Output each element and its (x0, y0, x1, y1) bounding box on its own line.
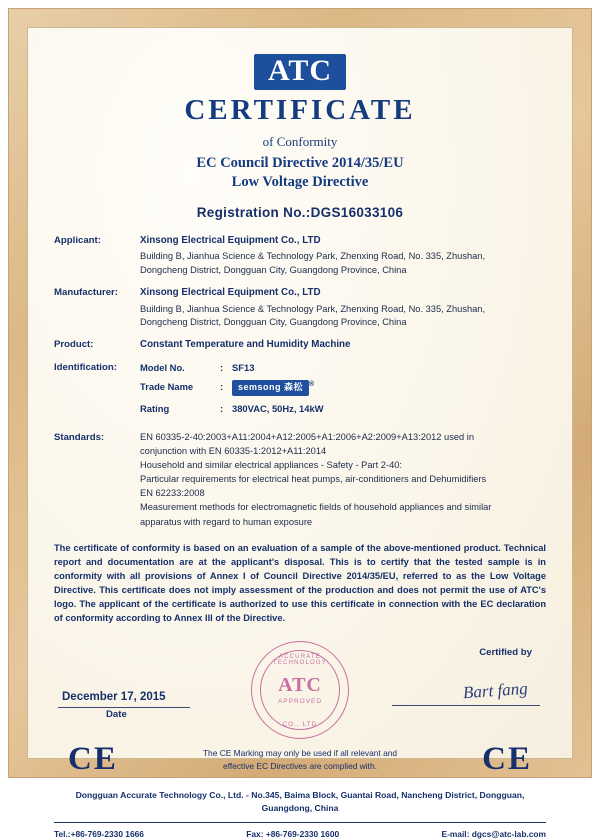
footer-company-line2: Guangdong, China (261, 802, 339, 813)
registration-number: Registration No.:DGS16033106 (196, 204, 404, 220)
applicant-label: Applicant: (54, 234, 101, 246)
standards-line: Measurement methods for electromagnetic fields of household appliances and similar (140, 502, 492, 513)
stamp-arc-top: ACCURATE TECHNOLOGY (272, 654, 327, 667)
signature-text: Bart fang (462, 679, 529, 703)
product-value: Constant Temperature and Humidity Machine (140, 339, 351, 351)
table-row (140, 380, 546, 402)
ce-note-line1: The CE Marking may only be used if all relevant and (202, 748, 398, 759)
standards-line: Household and similar electrical appliances - Safety - Part 2-40: (140, 459, 402, 470)
ce-note-line2: effective EC Directives are complied with. (223, 760, 377, 771)
standards-row (54, 431, 546, 530)
brand-logo-cn: 森松 (284, 382, 304, 393)
certified-by-label: Certified by (479, 647, 532, 659)
stamp-arc-bottom: CO., LTD (282, 722, 318, 729)
rating-value: 380VAC, 50Hz, 14kW (232, 403, 324, 415)
approval-stamp-icon (251, 641, 349, 739)
directive-subtitle: Low Voltage Directive (231, 173, 369, 190)
applicant-body (140, 234, 546, 277)
certificate-document (28, 28, 572, 839)
trade-name-colon: : (220, 381, 224, 393)
product-label: Product: (54, 339, 94, 351)
ce-usage-note (54, 747, 546, 771)
standards-line: apparatus with regard to human exposure (140, 516, 313, 527)
date-label: Date (106, 709, 127, 721)
details-section (54, 234, 546, 530)
ce-mark-left-icon: CE (68, 741, 118, 778)
stamp-center-text: ATC (278, 674, 322, 697)
manufacturer-row (54, 286, 546, 329)
model-value: SF13 (232, 361, 255, 373)
identification-table (140, 361, 546, 422)
product-row (54, 338, 546, 352)
atc-logo: ATC (254, 54, 346, 90)
stamp-approved-text: APPROVED (277, 698, 323, 706)
standards-line: EN 62233:2008 (140, 488, 205, 499)
wooden-frame (8, 8, 592, 839)
applicant-address-line1: Building B, Jianhua Science & Technology Park, Zhenxing Road, No. 335, Zhushan, (140, 251, 486, 262)
identification-label: Identification: (54, 361, 117, 373)
applicant-address-line2: Dongcheng District, Dongguan City, Guangdong Province, China (140, 264, 407, 275)
table-row (140, 402, 546, 421)
rating-colon: : (220, 403, 224, 415)
trade-name-value (232, 380, 546, 402)
brand-logo-latin: semsong (238, 382, 282, 393)
model-colon: : (220, 361, 224, 373)
signature-line (392, 705, 540, 706)
footer-fax: Fax: +86-769-2330 1600 (246, 829, 340, 839)
identification-body (140, 361, 546, 422)
product-body (140, 338, 546, 352)
certificate-mat (27, 27, 573, 839)
ce-mark-row (54, 741, 546, 787)
atc-logo-container (54, 54, 546, 90)
standards-label: Standards: (54, 431, 105, 443)
signature-area (54, 647, 546, 739)
footer-contacts (54, 822, 546, 839)
ce-mark-right-icon: CE (482, 741, 532, 778)
certificate-subtitle: of Conformity (262, 133, 338, 149)
footer-company (54, 789, 546, 814)
manufacturer-address-line2: Dongcheng District, Dongguan City, Guangdong Province, China (140, 316, 407, 327)
identification-row (54, 361, 546, 422)
applicant-row (54, 234, 546, 277)
certificate-title: CERTIFICATE (184, 93, 416, 126)
standards-line: Particular requirements for electrical heat pumps, air-conditioners and Dehumidifiers (140, 474, 487, 485)
footer-company-line1: Dongguan Accurate Technology Co., Ltd. - No.345, Baima Block, Guantai Road, Nancheng District, Dongguan, (75, 790, 525, 801)
date-line (58, 707, 190, 708)
applicant-name: Xinsong Electrical Equipment Co., LTD (140, 234, 321, 246)
table-row (140, 361, 546, 380)
manufacturer-label: Manufacturer: (54, 286, 118, 298)
registered-trademark-icon: ® (309, 381, 315, 389)
manufacturer-body (140, 286, 546, 329)
conformity-statement: The certificate of conformity is based on an evaluation of a sample of the above-mentioned product. Technical report and documentation are at the applicant's disposal. This is to certify that the tested sample is in conformity with all provisions of Annex I of Council Directive 2014/35/EU, referred to as the Low Voltage Directive. This certificate does not imply assessment of the production and does not permit the use of ATC's logo. The applicant of the certificate is authorized to use this certificate in connection with the EC declaration of conformity according to Annex III of the Directive. (54, 542, 546, 623)
standards-body (140, 431, 546, 530)
directive-title: EC Council Directive 2014/35/EU (196, 154, 404, 171)
standards-line: EN 60335-2-40:2003+A11:2004+A12:2005+A1:2006+A2:2009+A13:2012 used in (140, 431, 475, 442)
footer-email[interactable]: E-mail: dgcs@atc-lab.com (441, 829, 546, 839)
manufacturer-name: Xinsong Electrical Equipment Co., LTD (140, 286, 321, 298)
footer-tel: Tel.:+86-769-2330 1666 (54, 829, 144, 839)
rating-key: Rating (140, 403, 170, 415)
trade-name-key: Trade Name (140, 381, 194, 393)
brand-logo (232, 380, 309, 396)
manufacturer-address-line1: Building B, Jianhua Science & Technology Park, Zhenxing Road, No. 335, Zhushan, (140, 303, 486, 314)
standards-line: conjunction with EN 60335-1:2012+A11:2014 (140, 445, 327, 456)
issue-date: December 17, 2015 (62, 691, 166, 704)
model-key: Model No. (140, 361, 185, 373)
